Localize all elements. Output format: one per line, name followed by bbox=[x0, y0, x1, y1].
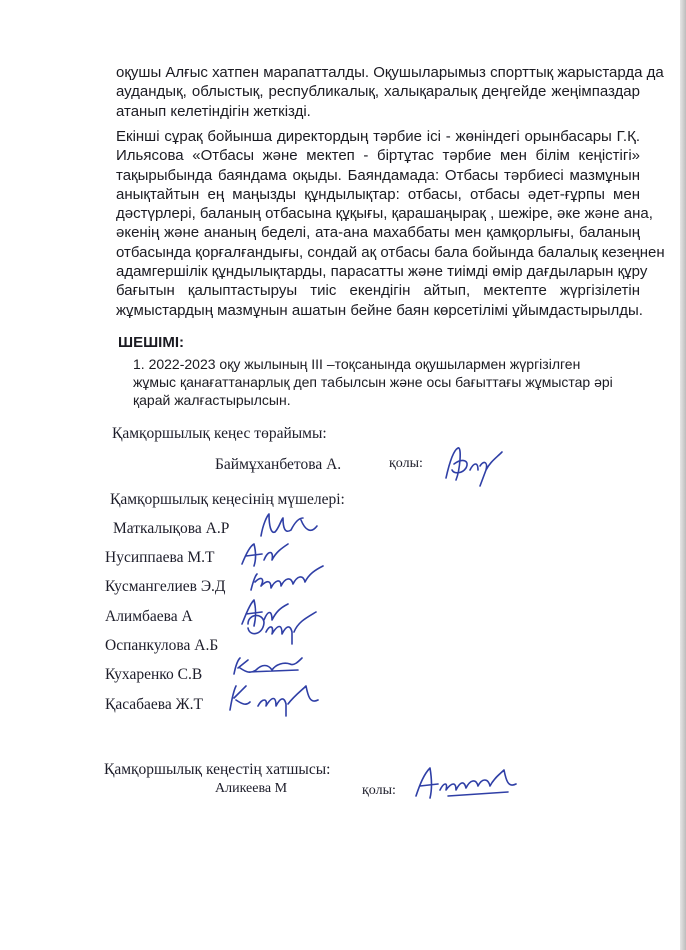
member-name: Нусиппаева М.Т bbox=[105, 549, 215, 566]
chair-sign-label: қолы: bbox=[389, 456, 423, 471]
member-name: Қасабаева Ж.Т bbox=[105, 696, 203, 713]
text-line: отбасында қорғалғандығы, сондай ақ отбасы бала бойында балалық кезеңнен bbox=[116, 243, 665, 261]
text-line: оқушы Алғыс хатпен марапатталды. Оқушыларымыз спорттық жарыстарда да bbox=[116, 64, 664, 81]
text-line: тақырыбында баяндама оқыды. Баяндамада: Отбасы тәрбиесі мазмұнын bbox=[116, 166, 640, 184]
member-name: Алимбаева А bbox=[105, 608, 193, 625]
secretary-title: Қамқоршылық кеңестің хатшысы: bbox=[104, 761, 331, 778]
members-title: Қамқоршылық кеңесінің мүшелері: bbox=[110, 491, 345, 508]
secretary-sign-label: қолы: bbox=[362, 783, 396, 798]
page-edge-shadow bbox=[680, 0, 686, 950]
decision-heading: ШЕШІМІ: bbox=[118, 334, 184, 351]
decision-item: 1. 2022-2023 оқу жылының ІІІ –тоқсанында оқушылармен жүргізілген жұмыс қанағаттанарлық деп табылсын және осы бағыттағы жұмыстар әрі қарай жалғастырылсын. bbox=[133, 356, 613, 408]
secretary-signature bbox=[408, 760, 526, 806]
member-name: Кусмангелиев Э.Д bbox=[105, 578, 226, 595]
chair-name: Баймұханбетова А. bbox=[215, 456, 342, 473]
text-line: атанып келетіндігін жеткізді. bbox=[116, 102, 311, 120]
text-line: адамгершілік құндылықтарды, парасатты және тиімді өмір дағдыларын құру bbox=[116, 263, 648, 281]
paragraph-awards bbox=[116, 63, 664, 121]
text-line: анықтайтын ең маңызды құндылықтар: отбасы, отбасы әдет-ғұрпы мен bbox=[116, 185, 640, 203]
member-signature bbox=[222, 676, 332, 720]
text-line: Ильясова «Отбасы және мектеп - біртұтас тәрбие мен білім кеңістігі» bbox=[116, 147, 640, 165]
chair-title: Қамқоршылық кеңес төрайымы: bbox=[112, 425, 327, 442]
member-name: Оспанкулова А.Б bbox=[105, 637, 219, 654]
text-line: Екінші сұрақ бойынша директордың тәрбие ісі - жөніндегі орынбасары Г.Қ. bbox=[116, 128, 640, 145]
member-signature bbox=[240, 604, 322, 648]
text-line: бағытын қалыптастыруы тиіс екендігін айтып, мектепте жүргізілетін bbox=[116, 282, 640, 300]
text-line: жұмыстардың мазмұнын ашатын бейне баян көрсетілімі ұйымдастырылды. bbox=[116, 301, 643, 319]
paragraph-second-question bbox=[116, 127, 665, 320]
text-line: дәстүрлері, баланың отбасына құқығы, қарашаңырақ , шежіре, әке және ана, bbox=[116, 205, 653, 223]
member-name: Маткалықова А.Р bbox=[113, 520, 230, 537]
secretary-name: Аликеева М bbox=[215, 781, 288, 796]
member-name: Кухаренко С.В bbox=[105, 666, 203, 683]
chair-signature bbox=[440, 440, 512, 488]
text-line: аудандық, облыстық, республикалық, халықаралық деңгейде жеңімпаздар bbox=[116, 83, 640, 101]
text-line: әкенің және ананың беделі, ата-ана махаббаты мен қамқорлығы, баланың bbox=[116, 224, 640, 242]
